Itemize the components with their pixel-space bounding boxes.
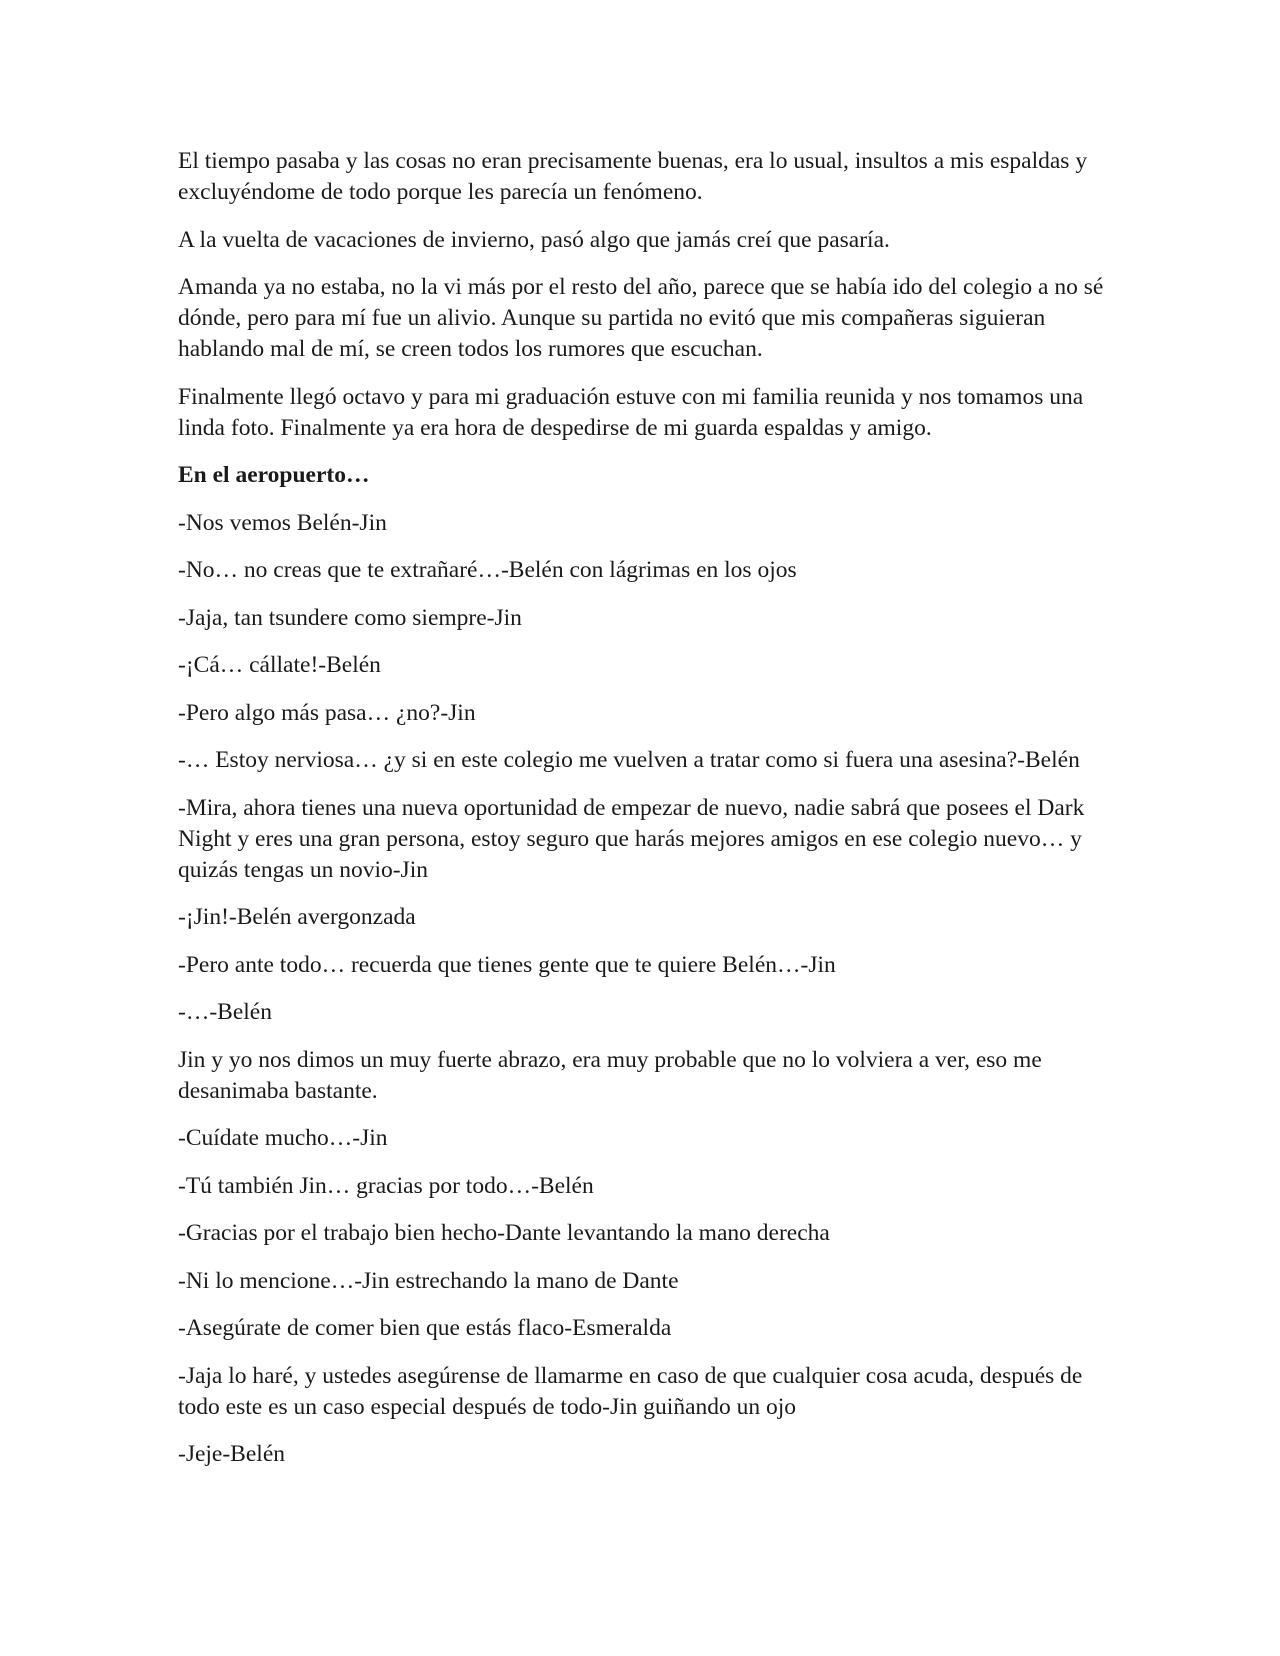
dialogue-line: -Pero ante todo… recuerda que tienes gente que te quiere Belén…-Jin bbox=[178, 951, 836, 978]
dialogue-line: -Ni lo mencione…-Jin estrechando la mano de Dante bbox=[178, 1267, 679, 1294]
section-heading: En el aeropuerto… bbox=[178, 462, 370, 488]
dialogue-line: -Tú también Jin… gracias por todo…-Belén bbox=[178, 1172, 594, 1199]
dialogue-line: -¡Cá… cállate!-Belén bbox=[178, 652, 381, 678]
paragraph-1: El tiempo pasaba y las cosas no eran precisamente buenas, era lo usual, insultos a mis espaldas y excluyéndome de todo porque les parecía un fenómeno. bbox=[178, 148, 1088, 205]
dialogue-line: -…-Belén bbox=[178, 999, 272, 1025]
paragraph-3: Amanda ya no estaba, no la vi más por el resto del año, parece que se había ido del colegio a no sé dónde, pero para mí fue un alivio. Aunque su partida no evitó que mis compañeras siguieran hablando mal de mí, se creen todos los rumores que escuchan. bbox=[178, 274, 1104, 362]
dialogue-line: -Nos vemos Belén-Jin bbox=[178, 509, 387, 536]
narration-paragraph: Jin y yo nos dimos un muy fuerte abrazo, era muy probable que no lo volviera a ver, eso me desanimaba bastante. bbox=[178, 1046, 1042, 1104]
dialogue-line: -Mira, ahora tienes una nueva oportunidad de empezar de nuevo, nadie sabrá que posees el Dark Night y eres una gran persona, estoy seguro que harás mejores amigos en ese colegio nuevo… y quizás tengas un novio-Jin bbox=[178, 794, 1085, 883]
dialogue-line: -Asegúrate de comer bien que estás flaco-Esmeralda bbox=[178, 1315, 672, 1341]
paragraph-4: Finalmente llegó octavo y para mi graduación estuve con mi familia reunida y nos tomamos una linda foto. Finalmente ya era hora de despedirse de mi guarda espaldas y amigo. bbox=[178, 383, 1084, 441]
document-body bbox=[178, 146, 1108, 1487]
dialogue-line: -¡Jin!-Belén avergonzada bbox=[178, 904, 416, 930]
dialogue-line: -No… no creas que te extrañaré…-Belén con lágrimas en los ojos bbox=[178, 557, 797, 583]
dialogue-line: -Jeje-Belén bbox=[178, 1441, 286, 1467]
dialogue-line: -Pero algo más pasa… ¿no?-Jin bbox=[178, 699, 476, 726]
paragraph-2: A la vuelta de vacaciones de invierno, pasó algo que jamás creí que pasaría. bbox=[178, 226, 890, 253]
dialogue-line: -Gracias por el trabajo bien hecho-Dante levantando la mano derecha bbox=[178, 1220, 830, 1246]
dialogue-line: -Cuídate mucho…-Jin bbox=[178, 1125, 388, 1151]
dialogue-line: -… Estoy nerviosa… ¿y si en este colegio me vuelven a tratar como si fuera una asesina?-Belén bbox=[178, 747, 1080, 773]
dialogue-line: -Jaja lo haré, y ustedes asegúrense de llamarme en caso de que cualquier cosa acuda, después de todo este es un caso especial después de todo-Jin guiñando un ojo bbox=[178, 1362, 1083, 1420]
dialogue-line: -Jaja, tan tsundere como siempre-Jin bbox=[178, 604, 522, 631]
